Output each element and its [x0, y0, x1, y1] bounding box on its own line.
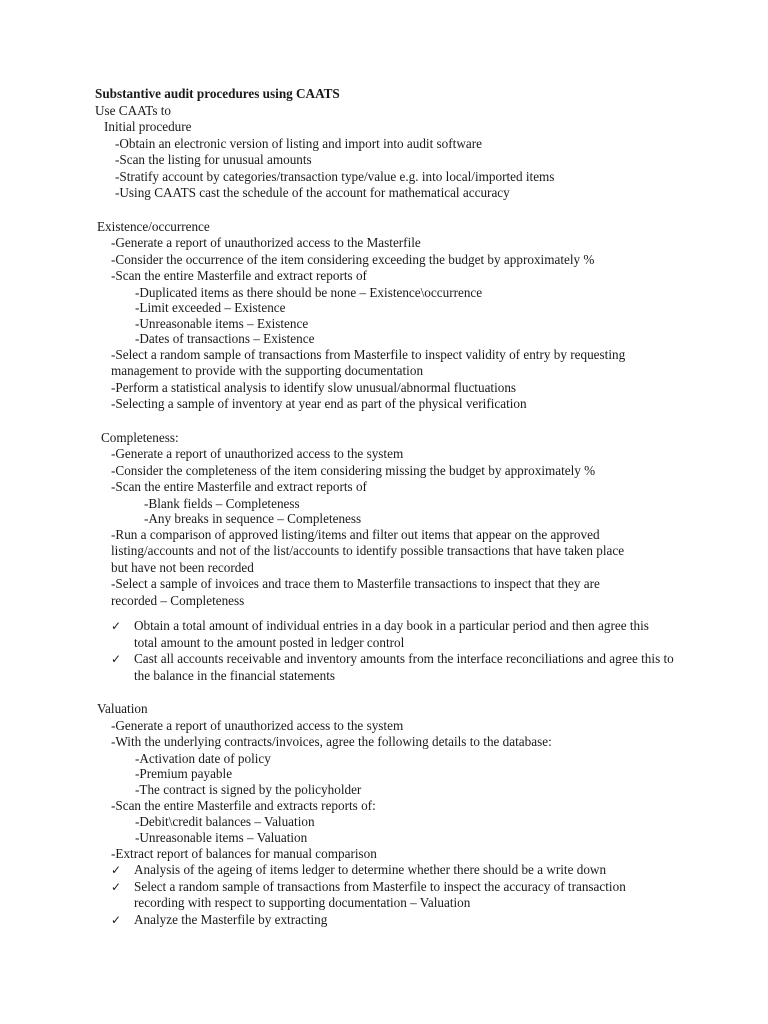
checkmark-icon: ✓: [111, 912, 122, 927]
completeness-item: -Generate a report of unauthorized access to the system: [111, 446, 404, 461]
valuation-item: -Scan the entire Masterfile and extracts reports of:: [111, 797, 376, 813]
checklist-text: Cast all accounts receivable and inventory amounts from the interface reconciliations and agree this to the balance in the financial statements: [134, 651, 674, 683]
checklist-item: [95, 651, 674, 684]
section-heading-existence: Existence/occurrence: [97, 218, 210, 234]
valuation-item: -Generate a report of unauthorized access to the system: [111, 717, 404, 733]
initial-item: -Stratify account by categories/transaction type/value e.g. into local/imported items: [115, 168, 555, 184]
checklist-item: [95, 618, 674, 651]
valuation-subitem: -Activation date of policy: [135, 750, 271, 766]
completeness-item: but have not been recorded: [111, 559, 254, 575]
completeness-item: listing/accounts and not of the list/accounts to identify possible transactions that have taken place: [111, 543, 625, 558]
completeness-item: -Scan the entire Masterfile and extract reports of: [111, 479, 367, 494]
document-title: Substantive audit procedures using CAATS: [95, 86, 340, 101]
completeness-item: -Consider the completeness of the item considering missing the budget by approximately %: [111, 462, 596, 478]
existence-item: -Scan the entire Masterfile and extract reports of: [111, 268, 367, 283]
checklist-text: Obtain a total amount of individual entries in a day book in a particular period and then agree this total amount to the amount posted in ledger control: [134, 618, 649, 650]
existence-subitem: -Unreasonable items – Existence: [135, 315, 309, 331]
existence-subitem: -Dates of transactions – Existence: [135, 331, 315, 346]
existence-item: -Consider the occurrence of the item considering exceeding the budget by approximately %: [111, 251, 595, 267]
completeness-item: -Run a comparison of approved listing/items and filter out items that appear on the approved: [111, 526, 600, 542]
existence-subitem: -Limit exceeded – Existence: [135, 300, 286, 315]
initial-item: -Scan the listing for unusual amounts: [115, 152, 312, 167]
checklist-item: [95, 912, 674, 929]
initial-item: -Obtain an electronic version of listing and import into audit software: [115, 135, 482, 151]
completeness-item: -Select a sample of invoices and trace them to Masterfile transactions to inspect that they are: [111, 576, 600, 591]
existence-item: -Perform a statistical analysis to identify slow unusual/abnormal fluctuations: [111, 379, 517, 395]
intro-line: Use CAATs to: [95, 102, 172, 118]
section-heading-valuation: Valuation: [97, 701, 148, 716]
document-body: [95, 86, 695, 928]
section-heading-initial: Initial procedure: [104, 119, 192, 134]
checklist-item: [95, 862, 674, 879]
valuation-item: -Extract report of balances for manual comparison: [111, 845, 377, 861]
existence-item: -Generate a report of unauthorized access to the Masterfile: [111, 235, 421, 250]
checkmark-icon: ✓: [111, 652, 122, 666]
checkmark-icon: ✓: [111, 619, 122, 633]
completeness-subitem: -Any breaks in sequence – Completeness: [144, 511, 362, 526]
existence-item: management to provide with the supporting documentation: [111, 363, 424, 378]
checkmark-icon: ✓: [111, 879, 122, 894]
section-heading-completeness: Completeness:: [101, 429, 179, 445]
completeness-item: recorded – Completeness: [111, 592, 245, 608]
checkmark-icon: ✓: [111, 863, 122, 878]
checklist-text: Analyze the Masterfile by extracting: [134, 911, 328, 927]
existence-item: -Select a random sample of transactions from Masterfile to inspect validity of entry by requesting: [111, 346, 626, 362]
existence-subitem: -Duplicated items as there should be none – Existence\occurrence: [135, 284, 483, 300]
completeness-subitem: -Blank fields – Completeness: [144, 495, 300, 511]
checklist-text: Select a random sample of transactions from Masterfile to inspect the accuracy of transaction recording with respect to supporting documentation – Valuation: [134, 878, 626, 911]
existence-item: -Selecting a sample of inventory at year end as part of the physical verification: [111, 396, 527, 411]
valuation-item: -With the underlying contracts/invoices, agree the following details to the database:: [111, 734, 552, 749]
valuation-subitem: -Premium payable: [135, 766, 233, 782]
checklist-item: [95, 879, 674, 912]
checklist-text: Analysis of the ageing of items ledger to determine whether there should be a write down: [134, 862, 607, 878]
valuation-subitem: -Unreasonable items – Valuation: [135, 830, 308, 846]
initial-item: -Using CAATS cast the schedule of the account for mathematical accuracy: [115, 185, 510, 200]
valuation-subitem: -Debit\credit balances – Valuation: [135, 814, 315, 830]
valuation-subitem: -The contract is signed by the policyholder: [135, 782, 362, 798]
